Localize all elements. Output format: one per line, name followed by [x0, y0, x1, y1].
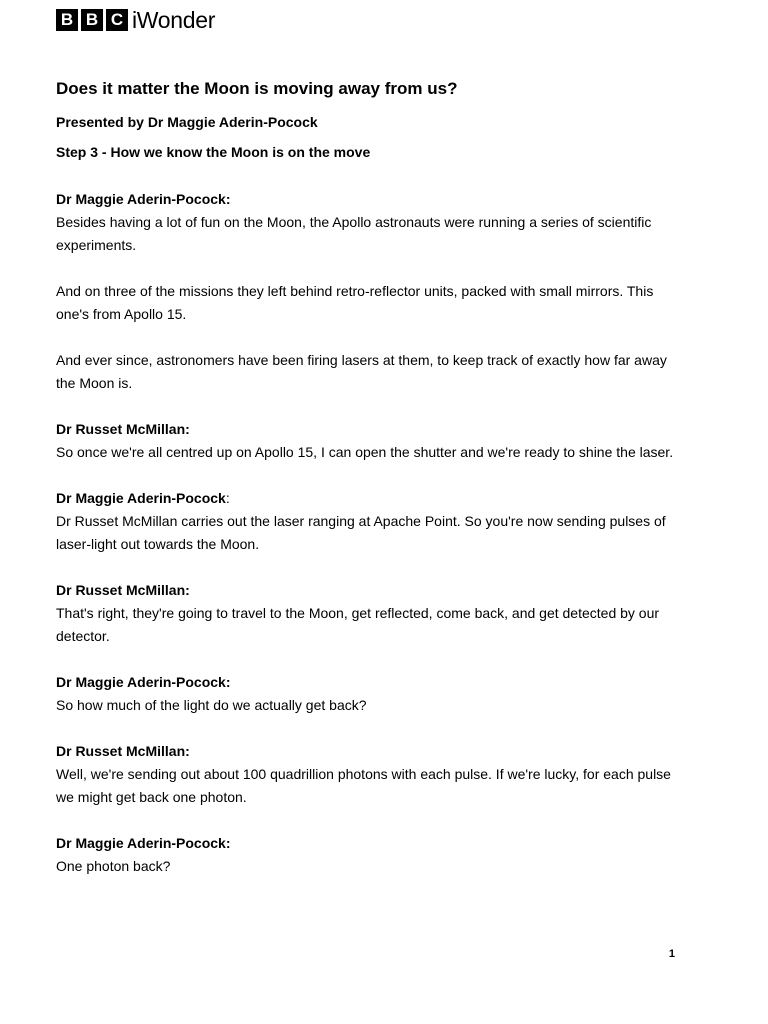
dialogue-paragraph: Well, we're sending out about 100 quadrillion photons with each pulse. If we're lucky, for each pulse we might get back one photon.: [56, 766, 671, 805]
dialogue-turn: [56, 740, 686, 809]
dialogue-paragraph: And ever since, astronomers have been firing lasers at them, to keep track of exactly how far away the Moon is.: [56, 352, 667, 391]
speaker-name: Dr Maggie Aderin-Pocock:: [56, 674, 231, 690]
step-heading: Step 3 - How we know the Moon is on the move: [56, 144, 371, 160]
dialogue-paragraph: Besides having a lot of fun on the Moon, the Apollo astronauts were running a series of scientific experiments.: [56, 214, 652, 253]
logo-letter-b1: B: [56, 9, 78, 31]
logo-letter-b2: B: [81, 9, 103, 31]
speaker-colon: :: [225, 490, 230, 506]
dialogue-turn: [56, 487, 686, 556]
presenter-line: Presented by Dr Maggie Aderin-Pocock: [56, 114, 318, 130]
dialogue-paragraph: So how much of the light do we actually get back?: [56, 697, 367, 713]
speaker-name: Dr Russet McMillan:: [56, 743, 190, 759]
bbc-iwonder-logo: [56, 9, 215, 31]
speaker-name: Dr Maggie Aderin-Pocock:: [56, 835, 231, 851]
dialogue-turn: [56, 832, 686, 878]
speaker-name: Dr Russet McMillan:: [56, 421, 190, 437]
logo-letter-c: C: [106, 9, 128, 31]
speaker-name: Dr Maggie Aderin-Pocock: [56, 490, 226, 506]
logo-wordmark: iWonder: [132, 7, 216, 33]
dialogue-paragraph: Dr Russet McMillan carries out the laser ranging at Apache Point. So you're now sending pulses of laser-light out towards the Moon.: [56, 513, 666, 552]
document-body: [56, 78, 686, 901]
dialogue-paragraph: So once we're all centred up on Apollo 15, I can open the shutter and we're ready to shine the laser.: [56, 444, 674, 460]
dialogue-turn: [56, 671, 686, 717]
document-title: Does it matter the Moon is moving away from us?: [56, 79, 458, 98]
dialogue-paragraph: And on three of the missions they left behind retro-reflector units, packed with small mirrors. This one's from Apollo 15.: [56, 283, 654, 322]
dialogue-turn: [56, 418, 686, 464]
speaker-name: Dr Russet McMillan:: [56, 582, 190, 598]
dialogue: [56, 188, 686, 878]
dialogue-turn: [56, 188, 686, 395]
speaker-name: Dr Maggie Aderin-Pocock:: [56, 191, 231, 207]
page-number: 1: [668, 948, 675, 960]
dialogue-turn: [56, 579, 686, 648]
dialogue-paragraph: That's right, they're going to travel to the Moon, get reflected, come back, and get detected by our detector.: [56, 605, 660, 644]
dialogue-paragraph: One photon back?: [56, 858, 171, 874]
